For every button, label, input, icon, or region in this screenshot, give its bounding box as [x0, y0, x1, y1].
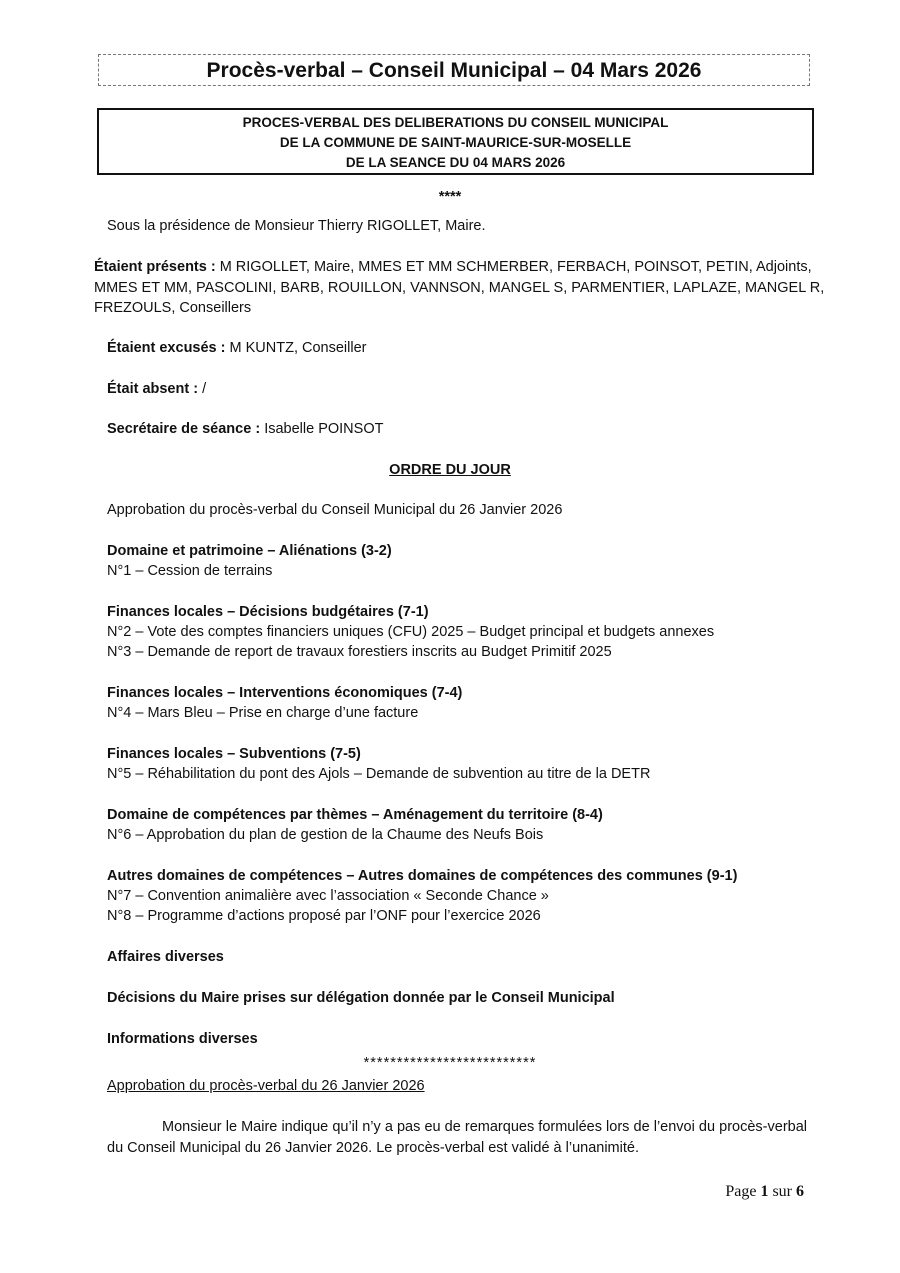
presents-block [94, 257, 824, 319]
secretaire-label: Secrétaire de séance : [107, 421, 261, 437]
absent [107, 379, 206, 399]
sur-word: sur [772, 1183, 792, 1200]
header-line-1: PROCES-VERBAL DES DELIBERATIONS DU CONSEIL MUNICIPAL [242, 115, 669, 130]
agenda-item: N°7 – Convention animalière avec l’association « Seconde Chance » [107, 888, 549, 904]
presents-line-3: FREZOULS, Conseillers [94, 300, 252, 316]
document-title: Procès-verbal – Conseil Municipal – 04 Mars 2026 [98, 54, 810, 86]
agenda-heading: Finances locales – Interventions économiques (7-4) [107, 685, 463, 701]
presents-line-1 [94, 257, 824, 278]
agenda-heading: Finances locales – Décisions budgétaires (7-1) [107, 604, 429, 620]
approbation-title: Approbation du procès-verbal du 26 Janvier 2026 [107, 1078, 425, 1094]
ordre-du-jour-title: ORDRE DU JOUR [389, 462, 511, 478]
secretaire [107, 419, 383, 439]
page-current: 1 [760, 1183, 769, 1200]
page-footer [725, 1183, 804, 1201]
approbation-text: Monsieur le Maire indique qu’il n’y a pas eu de remarques formulées lors de l’envoi du procès-verbal du Conseil Municipal du 26 Janvier 2026. Le procès-verbal est validé à l’unanimité. [107, 1119, 807, 1156]
header-line-2: DE LA COMMUNE DE SAINT-MAURICE-SUR-MOSELLE [279, 135, 632, 150]
page-total: 6 [796, 1183, 804, 1200]
agenda-item: N°5 – Réhabilitation du pont des Ajols – Demande de subvention au titre de la DETR [107, 766, 651, 782]
excuses-label: Étaient excusés : [107, 340, 226, 356]
presents-label: Étaient présents : [94, 259, 216, 275]
agenda-heading: Domaine de compétences par thèmes – Aménagement du territoire (8-4) [107, 807, 603, 823]
agenda-item: N°6 – Approbation du plan de gestion de la Chaume des Neufs Bois [107, 827, 544, 843]
agenda-approbation: Approbation du procès-verbal du Conseil Municipal du 26 Janvier 2026 [107, 502, 563, 518]
agenda-item: N°3 – Demande de report de travaux forestiers inscrits au Budget Primitif 2025 [107, 644, 612, 660]
agenda-affaires-diverses: Affaires diverses [107, 949, 224, 965]
absent-value: / [202, 381, 207, 397]
agenda-decisions-maire: Décisions du Maire prises sur délégation donnée par le Conseil Municipal [107, 990, 615, 1006]
excuses [107, 338, 366, 358]
presents-text-1: M RIGOLLET, Maire, MMES ET MM SCHMERBER, FERBACH, POINSOT, PETIN, Adjoints, [219, 259, 812, 275]
presidence: Sous la présidence de Monsieur Thierry RIGOLLET, Maire. [107, 218, 486, 234]
agenda-item: N°4 – Mars Bleu – Prise en charge d’une facture [107, 705, 419, 721]
agenda-item: N°1 – Cession de terrains [107, 563, 273, 579]
secretaire-value: Isabelle POINSOT [264, 421, 384, 437]
excuses-value: M KUNTZ, Conseiller [229, 340, 367, 356]
header-line-3: DE LA SEANCE DU 04 MARS 2026 [345, 155, 566, 170]
page-word: Page [725, 1183, 757, 1200]
presents-line-2: MMES ET MM, PASCOLINI, BARB, ROUILLON, VANNSON, MANGEL S, PARMENTIER, LAPLAZE, MANGEL R, [94, 279, 825, 296]
separator-short: **** [438, 189, 462, 205]
agenda-heading: Domaine et patrimoine – Aliénations (3-2) [107, 543, 392, 559]
agenda-informations-diverses: Informations diverses [107, 1031, 258, 1047]
agenda-item: N°8 – Programme d’actions proposé par l’ONF pour l’exercice 2026 [107, 908, 541, 924]
agenda-heading: Finances locales – Subventions (7-5) [107, 746, 361, 762]
absent-label: Était absent : [107, 381, 199, 397]
agenda-heading: Autres domaines de compétences – Autres domaines de compétences des communes (9-1) [107, 868, 738, 884]
header-box [97, 108, 814, 175]
agenda-item: N°2 – Vote des comptes financiers uniques (CFU) 2025 – Budget principal et budgets annexes [107, 624, 715, 640]
separator-long: ************************** [363, 1055, 537, 1071]
